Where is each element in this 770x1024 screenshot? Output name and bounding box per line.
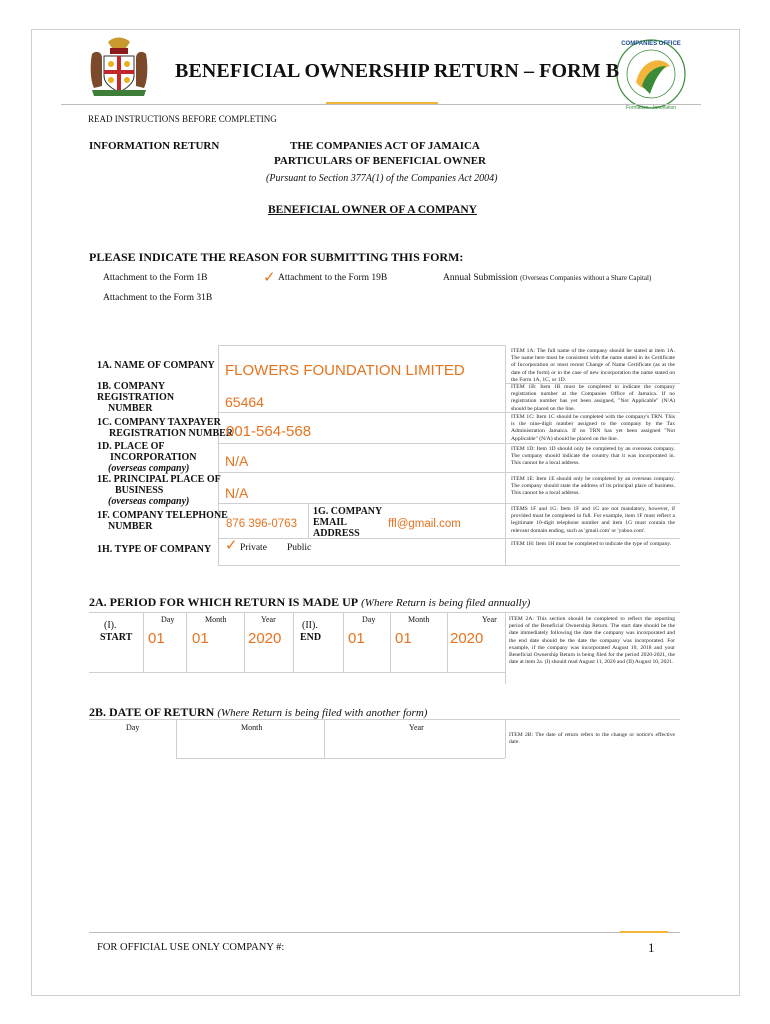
svg-text:Formation · Innovation: Formation · Innovation xyxy=(625,105,677,111)
period-grid xyxy=(293,612,294,672)
reason-option-form-1b[interactable]: Attachment to the Form 1B xyxy=(103,273,208,283)
annual-label: Annual Submission xyxy=(443,273,518,283)
email-label-line3: ADDRESS xyxy=(313,528,360,539)
note-item-1h: ITEM 1H: Item 1H must be completed to indicate the type of company. xyxy=(511,541,672,547)
date-return-grid xyxy=(324,719,325,758)
note-item-2b: ITEM 2B: The date of return refers to the change or notice's effective date. xyxy=(509,732,675,746)
period-grid xyxy=(505,612,506,684)
row-divider xyxy=(218,565,680,566)
date-return-grid xyxy=(176,719,177,758)
end-label-roman: (II). xyxy=(302,620,318,631)
svg-text:COMPANIES OFFICE: COMPANIES OFFICE xyxy=(621,41,681,47)
incorporation-label-line2: INCORPORATION xyxy=(110,452,197,463)
period-grid xyxy=(89,612,680,613)
business-label-line2: BUSINESS xyxy=(115,485,164,496)
col-divider xyxy=(218,345,219,565)
end-label: END xyxy=(300,632,322,643)
col-divider xyxy=(308,503,309,538)
official-use-label: FOR OFFICIAL USE ONLY COMPANY #: xyxy=(97,942,285,953)
business-label-line3: (overseas company) xyxy=(108,496,190,507)
read-instructions: READ INSTRUCTIONS BEFORE COMPLETING xyxy=(88,114,277,124)
start-month-label: Month xyxy=(205,615,227,624)
return-month-label: Month xyxy=(241,723,263,732)
trn-label-line1: 1C. COMPANY TAXPAYER xyxy=(97,417,221,428)
reg-label-line1: 1B. COMPANY xyxy=(97,381,166,392)
pursuant-note: (Pursuant to Section 377A(1) of the Companies Act 2004) xyxy=(266,173,498,184)
date-return-heading xyxy=(89,705,427,720)
email-label-line1: 1G. COMPANY xyxy=(313,506,383,517)
type-public-option[interactable]: Public xyxy=(287,543,312,553)
date-return-heading-text: 2B. DATE OF RETURN xyxy=(89,705,215,719)
company-name-value[interactable]: FLOWERS FOUNDATION LIMITED xyxy=(225,362,465,379)
start-month-value[interactable]: 01 xyxy=(192,630,209,647)
end-month-value[interactable]: 01 xyxy=(395,630,412,647)
start-label-roman: (I). xyxy=(104,620,117,631)
row-divider xyxy=(218,538,680,539)
start-day-label: Day xyxy=(161,615,175,624)
date-return-grid xyxy=(89,719,680,720)
period-grid xyxy=(390,612,391,672)
annual-note: (Overseas Companies without a Share Capital) xyxy=(520,274,652,282)
telephone-label-line2: NUMBER xyxy=(108,521,153,532)
period-grid xyxy=(343,612,344,672)
start-day-value[interactable]: 01 xyxy=(148,630,165,647)
business-label-line1: 1E. PRINCIPAL PLACE OF xyxy=(97,474,221,485)
start-year-label: Year xyxy=(261,615,276,624)
note-item-1c: ITEM 1C: Item 1C should be completed with the company's TRN. This is the nine-digit number assigned to the company by the Tax Administration Jamaica. If no TRN has yet been assigned "Not Applicable" (N/A) should be placed on the line. xyxy=(511,414,675,442)
period-grid xyxy=(186,612,187,672)
telephone-label-line1: 1F. COMPANY TELEPHONE xyxy=(97,510,228,521)
period-heading-note: (Where Return is being filed annually) xyxy=(361,597,531,609)
footer-accent-bar xyxy=(620,931,668,933)
page-title: BENEFICIAL OWNERSHIP RETURN – FORM B xyxy=(175,60,620,82)
companies-office-seal-icon xyxy=(612,36,690,112)
period-grid xyxy=(143,612,144,672)
row-divider xyxy=(218,503,680,504)
reason-heading: PLEASE INDICATE THE REASON FOR SUBMITTING THIS FORM: xyxy=(89,250,464,264)
reason-option-form-19b[interactable]: Attachment to the Form 19B xyxy=(278,273,388,283)
period-grid xyxy=(89,672,505,673)
note-item-1f-1g: ITEMS 1F and 1G: Item 1F and 1G are not mandatory, however, if provided must be completed in full. For example, item 1F must reflect a legitimate 10-digit telephone number and item 1G must contain the relevant domain ending, such as 'gmail.com' or 'yahoo.com'. xyxy=(511,506,675,534)
period-heading xyxy=(89,595,530,610)
reg-label-line2: REGISTRATION xyxy=(97,392,175,403)
end-year-value[interactable]: 2020 xyxy=(450,630,484,647)
page-number: 1 xyxy=(648,940,655,955)
return-day-label: Day xyxy=(126,723,140,732)
date-return-heading-note: (Where Return is being filed with another form) xyxy=(217,707,428,719)
header-divider xyxy=(61,104,701,105)
coat-of-arms-icon xyxy=(86,36,152,98)
end-day-value[interactable]: 01 xyxy=(348,630,365,647)
period-heading-text: 2A. PERIOD FOR WHICH RETURN IS MADE UP xyxy=(89,595,359,609)
note-item-1e: ITEM 1E: Item 1E should only be completed by an overseas company. The company should state the address of its principal place of business. This cannot be a local address. xyxy=(511,476,675,497)
business-value[interactable]: N/A xyxy=(225,485,249,501)
incorporation-value[interactable]: N/A xyxy=(225,453,249,469)
telephone-value[interactable]: 876 396-0763 xyxy=(226,518,297,530)
row-divider xyxy=(218,472,680,473)
incorporation-label-line3: (overseas company) xyxy=(108,463,190,474)
email-label-line2: EMAIL xyxy=(313,517,347,528)
trn-label-line2: REGISTRATION NUMBER xyxy=(109,428,233,439)
footer-divider xyxy=(89,932,680,933)
type-private-option[interactable]: Private xyxy=(240,543,267,553)
end-day-label: Day xyxy=(362,615,376,624)
period-grid xyxy=(244,612,245,672)
note-item-1d: ITEM 1D: Item 1D should only be completed by an overseas company. The company should indicate the country that it was incorporated in. This cannot be a local address. xyxy=(511,446,675,467)
reg-label-line3: NUMBER xyxy=(108,403,153,414)
end-year-label: Year xyxy=(482,615,497,624)
act-title: THE COMPANIES ACT OF JAMAICA xyxy=(290,140,480,152)
note-item-1b: ITEM 1B: Item 1B must be completed to indicate the company registration number at the Companies Office of Jamaica. If no registration number has yet been assigned, "Not Applicable" (N/A) should be placed on the line. xyxy=(511,384,675,412)
incorporation-label-line1: 1D. PLACE OF xyxy=(97,441,165,452)
reason-option-annual[interactable] xyxy=(443,273,651,283)
date-return-grid xyxy=(176,758,505,759)
company-name-label: 1A. NAME OF COMPANY xyxy=(97,360,215,371)
row-divider xyxy=(218,443,680,444)
registration-number-value[interactable]: 65464 xyxy=(225,394,264,410)
return-year-label: Year xyxy=(409,723,424,732)
row-divider xyxy=(218,345,505,346)
start-label: START xyxy=(100,632,133,643)
end-month-label: Month xyxy=(408,615,430,624)
period-grid xyxy=(447,612,448,672)
act-subtitle: PARTICULARS OF BENEFICIAL OWNER xyxy=(274,155,487,167)
check-mark-icon: ✓ xyxy=(263,268,276,286)
email-value[interactable]: ffl@gmail.com xyxy=(388,518,461,530)
section-title: BENEFICIAL OWNER OF A COMPANY xyxy=(268,204,477,216)
info-return-label: INFORMATION RETURN xyxy=(89,140,220,152)
note-item-1a: ITEM 1A: The full name of the company should be stated at item 1A. The name here must be consistent with the name stated in its Certificate of Incorporation or most recent Change of Name Certificate (as at the date of the form) or in the case of new incorporation the name stated on the Form 1A, 1C, or 1D. xyxy=(511,348,675,383)
col-divider xyxy=(505,345,506,565)
reason-option-form-31b[interactable]: Attachment to the Form 31B xyxy=(103,293,213,303)
company-type-label: 1H. TYPE OF COMPANY xyxy=(97,544,212,555)
trn-value[interactable]: 001-564-568 xyxy=(226,423,312,440)
note-item-2a: ITEM 2A: This section should be completed to reflect the reporting period of the Beneficial Ownership Return. The start date should be the date immediately following the date the company was incorporated and the end date should be the date the company was incorporated. For example, if the company was incorporated August 10, 2018 and your Beneficial Ownership Return is being filed for the period 2020-2021, the date at item 2a. (I) should read August 11, 2020 and (II) August 10, 2021. xyxy=(509,616,675,666)
start-year-value[interactable]: 2020 xyxy=(248,630,282,647)
date-return-grid xyxy=(505,719,506,758)
private-check-icon: ✓ xyxy=(225,536,238,554)
